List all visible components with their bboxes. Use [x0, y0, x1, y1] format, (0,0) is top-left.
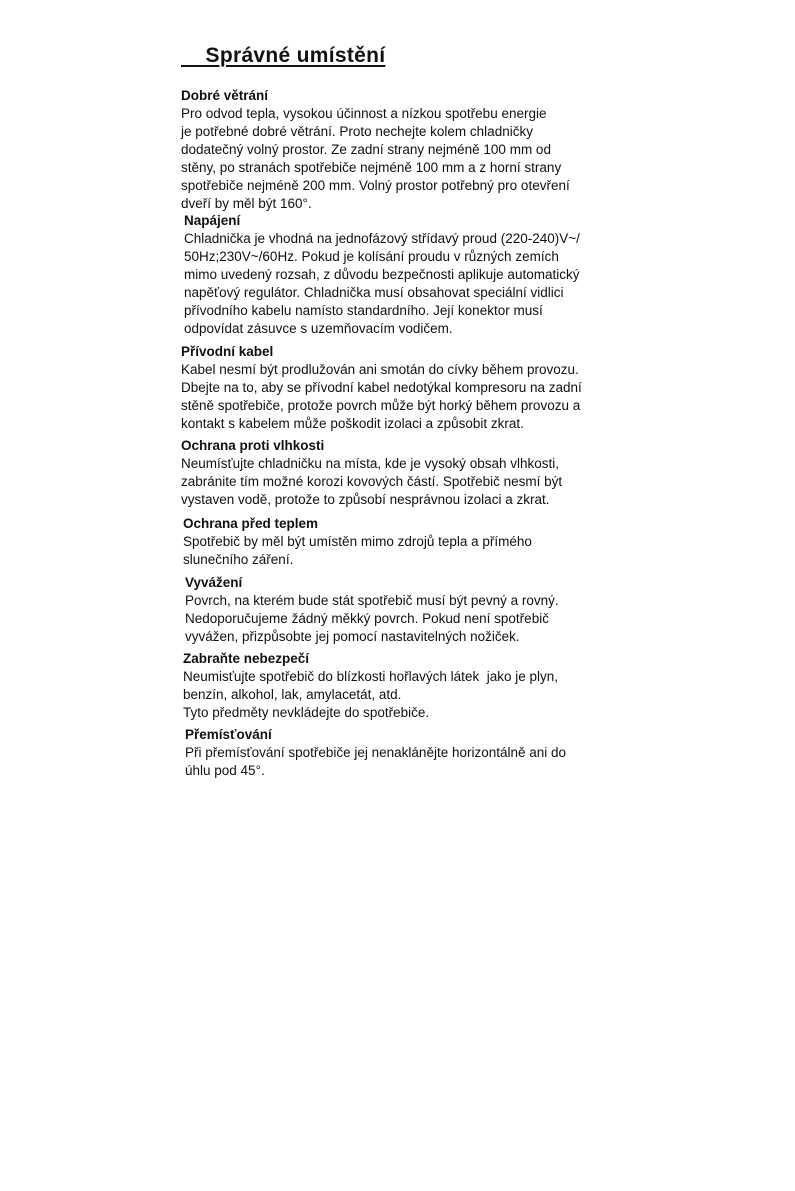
section-heading: Vyvážení — [185, 575, 243, 590]
text-line: Povrch, na kterém bude stát spotřebič musí být pevný a rovný. — [185, 593, 559, 608]
section-heading: Ochrana před teplem — [183, 516, 319, 531]
text-line: dveří by měl být 160°. — [181, 196, 312, 211]
text-line: Neumísťujte chladničku na místa, kde je vysoký obsah vlhkosti, — [181, 456, 559, 471]
section-heading: Ochrana proti vlhkosti — [181, 438, 325, 453]
section-heading: Zabraňte nebezpečí — [183, 651, 310, 666]
text-line: je potřebné dobré větrání. Proto nechejte kolem chladničky — [181, 124, 533, 139]
section-heading: Napájení — [184, 213, 241, 228]
text-line: benzín, alkohol, lak, amylacetát, atd. — [183, 687, 402, 702]
text-line: úhlu pod 45°. — [185, 763, 265, 778]
text-line: Tyto předměty nevkládejte do spotřebiče. — [183, 705, 430, 720]
text-line: odpovídat zásuvce s uzemňovacím vodičem. — [184, 321, 453, 336]
text-line: Pro odvod tepla, vysokou účinnost a nízkou spotřebu energie — [181, 106, 547, 121]
section-vyvazeni — [185, 574, 630, 646]
section-heading: Přívodní kabel — [181, 344, 274, 359]
section-napajeni — [184, 212, 629, 338]
section-ochrana-pred-teplem — [183, 515, 628, 569]
text-line: vyvážen, přizpůsobte jej pomocí nastavitelných nožiček. — [185, 629, 520, 644]
section-ochrana-proti-vlhkosti — [181, 437, 626, 509]
section-premistovani — [185, 726, 630, 780]
text-line: Dbejte na to, aby se přívodní kabel nedotýkal kompresoru na zadní — [181, 380, 582, 395]
page-edge-artifact — [0, 1183, 395, 1191]
text-line: Při přemísťování spotřebiče jej nenaklánějte horizontálně ani do — [185, 745, 567, 760]
text-line: zabránite tím možné korozi kovových částí. Spotřebič nesmí být — [181, 474, 563, 489]
section-heading: Přemísťování — [185, 727, 272, 742]
section-zabrante-nebezpeci — [183, 650, 628, 722]
text-line: 50Hz;230V~/60Hz. Pokud je kolísání proudu v různých zemích — [184, 249, 559, 264]
text-line: mimo uvedený rozsah, z důvodu bezpečnosti aplikuje automatický — [184, 267, 580, 282]
text-line: Spotřebič by měl být umístěn mimo zdrojů tepla a přímého — [183, 534, 532, 549]
text-line: spotřebiče nejméně 200 mm. Volný prostor potřebný pro otevření — [181, 178, 570, 193]
text-line: Neumisťujte spotřebič do blízkosti hořlavých látek jako je plyn, — [183, 669, 558, 684]
text-line: Chladnička je vhodná na jednofázový střídavý proud (220-240)V~/ — [184, 231, 580, 246]
text-line: napěťový regulátor. Chladnička musí obsahovat speciální vidlici — [184, 285, 564, 300]
text-line: stěně spotřebiče, protože povrch může být horký během provozu a — [181, 398, 581, 413]
text-line: Nedoporučujeme žádný měkký povrch. Pokud není spotřebič — [185, 611, 549, 626]
section-privodni-kabel — [181, 343, 626, 433]
section-dobre-vetrani — [181, 87, 626, 213]
text-line: přívodního kabelu namísto standardního. Její konektor musí — [184, 303, 543, 318]
text-line: Kabel nesmí být prodlužován ani smotán do cívky během provozu. — [181, 362, 579, 377]
text-line: kontakt s kabelem může poškodit izolaci a způsobit zkrat. — [181, 416, 524, 431]
section-heading: Dobré větrání — [181, 88, 269, 103]
text-line: vystaven vodě, protože to způsobí nesprávnou izolaci a zkrat. — [181, 492, 550, 507]
text-line: slunečního záření. — [183, 552, 294, 567]
text-line: dodatečný volný prostor. Ze zadní strany nejméně 100 mm od — [181, 142, 551, 157]
text-line: stěny, po stranách spotřebiče nejméně 100 mm a z horní strany — [181, 160, 562, 175]
page-title: Správné umístění — [181, 44, 386, 67]
